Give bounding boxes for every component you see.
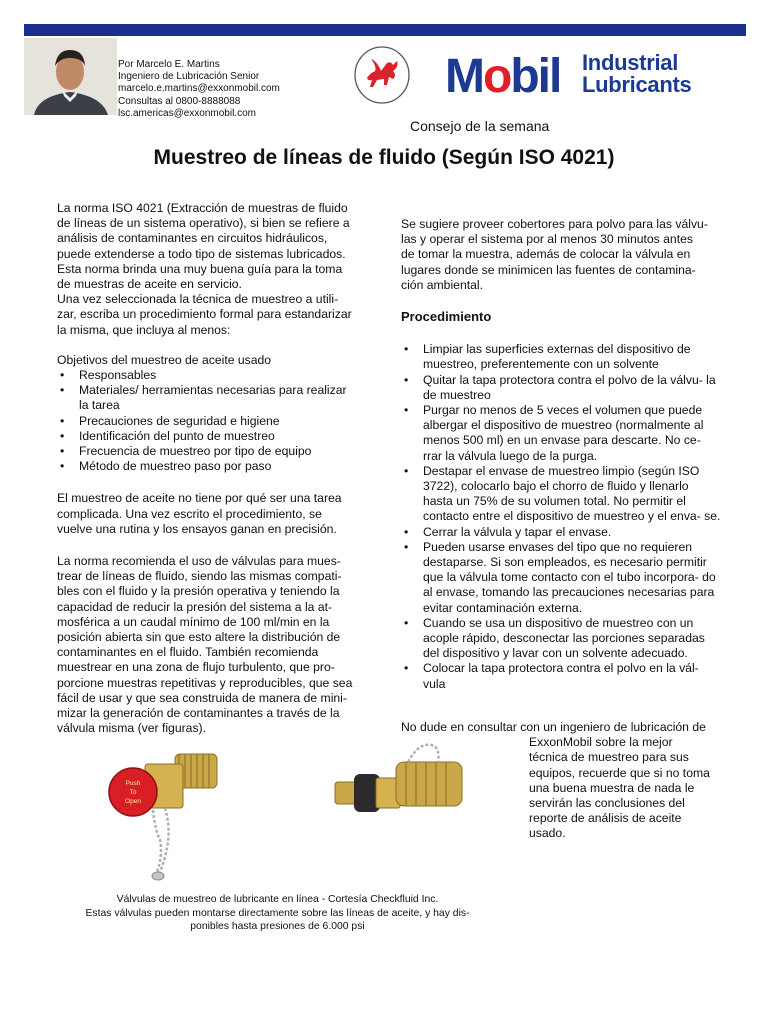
author-photo xyxy=(24,38,117,115)
mobil-wordmark: Mobil xyxy=(445,50,561,103)
procedure-heading: Procedimiento xyxy=(401,309,492,325)
list-item: • Cuando se usa un dispositivo de muestreo con un acople rápido, desconectar las porciones separadas del dispositivo y lavar con un solvente adecuado. xyxy=(401,616,721,662)
list-item: • Destapar el envase de muestreo limpio (según ISO 3722), colocarlo bajo el chorro de fluido y llenarlo hasta un 75% de su volumen total. No permitir el contacto entre el dispositivo de muestreo y el enva- se. xyxy=(401,464,721,525)
left-column xyxy=(57,201,367,737)
quick-coupler-valve-image xyxy=(330,740,470,825)
cap-text: Open xyxy=(125,798,141,805)
push-to-open-valve-image xyxy=(105,740,230,885)
list-item: • Precauciones de seguridad e higiene xyxy=(57,414,347,429)
list-item: • Responsables xyxy=(57,368,347,383)
list-item: • Frecuencia de muestreo por tipo de equipo xyxy=(57,444,347,459)
closing-paragraph: No dude en consultar con un ingeniero de lubricación de ExxonMobil sobre la mejor técnica de muestreo para sus equipos, recuerde que si no toma una buena muestra de nada le servirán las conclusiones del reporte de análisis de aceite usado. xyxy=(401,720,710,841)
objectives-list xyxy=(57,368,347,474)
routine-paragraph: El muestreo de aceite no tiene por qué ser una tarea complicada. Una vez escrito el procedimiento, se vuelve una rutina y los ensayos ganan en precisión. xyxy=(57,491,342,536)
list-item: • Pueden usarse envases del tipo que no requieren destaparse. Si son empleados, es necesario permitir que la válvula tome contacto con el tubo incorpora- do al envase, tomando las precauciones necesarias para evitar contaminación externa. xyxy=(401,540,721,616)
list-item: • Purgar no menos de 5 veces el volumen que puede albergar el dispositivo de muestreo (normalmente al menos 500 ml) en un envase para descarte. No ce- rrar la válvula luego de la purga. xyxy=(401,403,721,464)
list-item: • Cerrar la válvula y tapar el envase. xyxy=(401,525,721,540)
list-item: • Identificación del punto de muestreo xyxy=(57,429,347,444)
mobil-subtitle: Industrial Lubricants xyxy=(582,50,692,97)
valves-paragraph: La norma recomienda el uso de válvulas para mues- trear de líneas de fluido, siendo las mismas compati- bles con el fluido y la presión operativa y teniendo la capacidad de reducir la presión del sistema a la at- mosférica a un caudal mínimo de 100 ml/min en la posición abierta sin que esto altere la distribución de contaminantes en el fluido. También recomienda muestrear en una zona de flujo turbulento, que pro- porcione muestras repetitivas y reproducibles, que sea fácil de usar y que sea construida de manera de mini- mizar la generación de contaminantes a través de la válvula misma (ver figuras). xyxy=(57,554,353,736)
list-item: • Limpiar las superficies externas del dispositivo de muestreo, preferentemente con un solvente xyxy=(401,342,721,372)
pegasus-logo xyxy=(353,45,411,105)
procedure-list xyxy=(401,342,721,692)
author-line: Ingeniero de Lubricación Senior xyxy=(118,71,260,83)
cover-paragraph: Se sugiere proveer cobertores para polvo para las válvu- las y operar el sistema por al menos 30 minutos antes de tomar la muestra, además de colocar la válvula en lugares donde se minimicen las fuentes de contamina- ción ambiental. xyxy=(401,217,708,292)
right-column xyxy=(401,217,721,692)
objectives-heading: Objetivos del muestreo de aceite usado xyxy=(57,352,272,367)
page-title: Muestreo de líneas de fluido (Según ISO 4021) xyxy=(153,146,615,169)
figure-caption: Válvulas de muestreo de lubricante en línea - Cortesía Checkfluid Inc. Estas válvulas pueden montarse directamente sobre las líneas de aceite, y hay dis- ponibles hasta presiones de 6.000 psi xyxy=(85,894,470,933)
author-info xyxy=(118,59,280,120)
list-item: • Materiales/ herramientas necesarias para realizar la tarea xyxy=(57,383,347,413)
header-bar xyxy=(24,24,746,36)
contact-email[interactable]: lsc.americas@exxonmobil.com xyxy=(118,107,256,119)
author-email[interactable]: marcelo.e.martins@exxonmobil.com xyxy=(118,83,280,95)
intro-paragraph: La norma ISO 4021 (Extracción de muestras de fluido de líneas de un sistema operativo), si bien se refiere a análisis de contaminantes en circuitos hidráulicos, puede extenderse a todo tipo de sistemas lubricados. Esta norma brinda una muy buena guía para la toma de muestras de aceite en servicio. Una vez seleccionada la técnica de muestreo a utili- zar, escriba un procedimiento formal para estandarizar la misma, que incluya al menos: xyxy=(57,201,352,337)
author-line: Por Marcelo E. Martins xyxy=(118,59,220,70)
list-item: • Quitar la tapa protectora contra el polvo de la válvu- la de muestreo xyxy=(401,373,721,403)
author-line: Consultas al 0800-8888088 xyxy=(118,95,241,107)
tip-of-week: Consejo de la semana xyxy=(410,118,550,134)
list-item: • Método de muestreo paso por paso xyxy=(57,459,347,474)
cap-text: Push xyxy=(125,780,141,787)
cap-text: To xyxy=(129,789,137,796)
list-item: • Colocar la tapa protectora contra el polvo en la vál- vula xyxy=(401,661,721,691)
